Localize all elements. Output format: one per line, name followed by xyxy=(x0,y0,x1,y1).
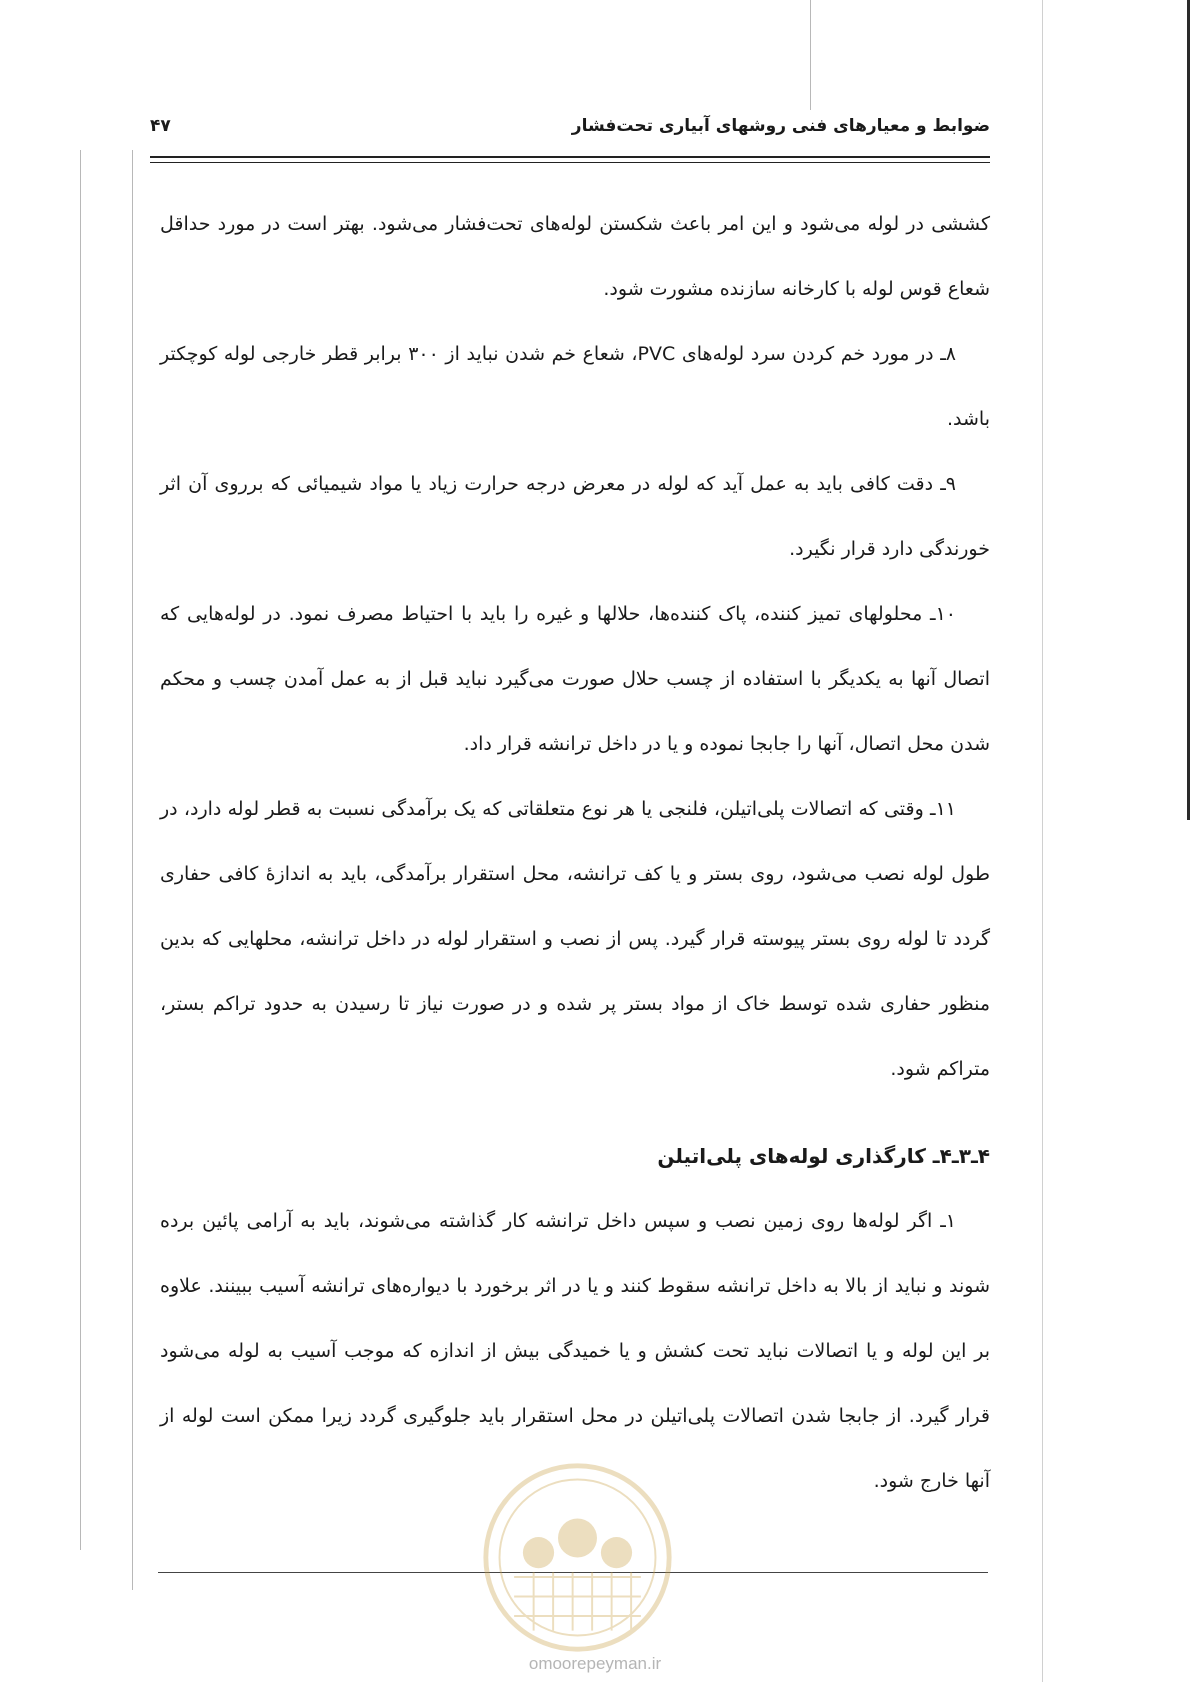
paragraph: ۹ـ دقت کافی باید به عمل آید که لوله در معرض درجه حرارت زیاد یا مواد شیمیائی که برروی آن اثر خورندگی دارد قرار نگیرد. xyxy=(160,473,990,560)
page-header xyxy=(150,112,990,144)
scan-line xyxy=(810,0,811,110)
header-rule-thin xyxy=(150,162,990,163)
scan-line xyxy=(80,150,81,1550)
paragraph: کششی در لوله می‌شود و این امر باعث شکستن لوله‌های تحت‌فشار می‌شود. بهتر است در مورد حداقل شعاع قوس لوله با کارخانه سازنده مشورت شود. xyxy=(160,213,990,300)
header-title: ضوابط و معیارهای فنی روشهای آبیاری تحت‌فشار xyxy=(571,116,990,136)
paragraph: ۱۱ـ وقتی که اتصالات پلی‌اتیلن، فلنجی یا هر نوع متعلقاتی که یک برآمدگی نسبت به قطر لوله دارد، در طول لوله نصب می‌شود، روی بستر و یا کف ترانشه، محل استقرار برآمدگی، باید به اندازهٔ کافی حفاری گردد تا لوله روی بستر پیوسته قرار گیرد. پس از نصب و استقرار لوله در داخل ترانشه، محلهایی که بدین منظور حفاری شده توسط خاک از مواد بستر پر شده و در صورت نیاز تا رسیدن به حدود تراکم بستر، متراکم شود. xyxy=(160,798,990,1080)
watermark: omoorepeyman.ir xyxy=(528,1654,662,1673)
body-text xyxy=(160,192,990,1514)
page-number: ۴۷ xyxy=(150,116,171,136)
scan-line xyxy=(1042,0,1043,1682)
header-rule xyxy=(150,156,990,158)
paragraph: ۱ـ اگر لوله‌ها روی زمین نصب و سپس داخل ترانشه کار گذاشته می‌شوند، باید به آرامی پائین برده شوند و نباید از بالا به داخل ترانشه سقوط کنند و یا در اثر برخورد با دیواره‌های ترانشه آسیب ببینند. علاوه بر این لوله و یا اتصالات نباید تحت کشش و یا خمیدگی بیش از اندازه که موجب آسیب به لوله می‌شود قرار گیرد. از جابجا شدن اتصالات پلی‌اتیلن در محل استقرار باید جلوگیری گردد زیرا ممکن است لوله از آنها خارج شود. xyxy=(160,1210,990,1492)
section-heading: ۴ـ۳ـ۴ـ کارگذاری لوله‌های پلی‌اتیلن xyxy=(657,1144,990,1168)
paragraph: ۸ـ در مورد خم کردن سرد لوله‌های PVC، شعاع خم شدن نباید از ۳۰۰ برابر قطر خارجی لوله کوچکتر باشد. xyxy=(160,343,990,430)
publisher-stamp-logo xyxy=(480,1460,675,1655)
scan-line xyxy=(132,150,133,1590)
paragraph: ۱۰ـ محلولهای تمیز کننده، پاک کننده‌ها، حلالها و غیره را باید با احتیاط مصرف نمود. در لوله‌هایی که اتصال آنها به یکدیگر با استفاده از چسب حلال صورت می‌گیرد نباید قبل از به عمل آمدن چسب و محکم شدن محل اتصال، آنها را جابجا نموده و یا در داخل ترانشه قرار داد. xyxy=(160,603,990,755)
